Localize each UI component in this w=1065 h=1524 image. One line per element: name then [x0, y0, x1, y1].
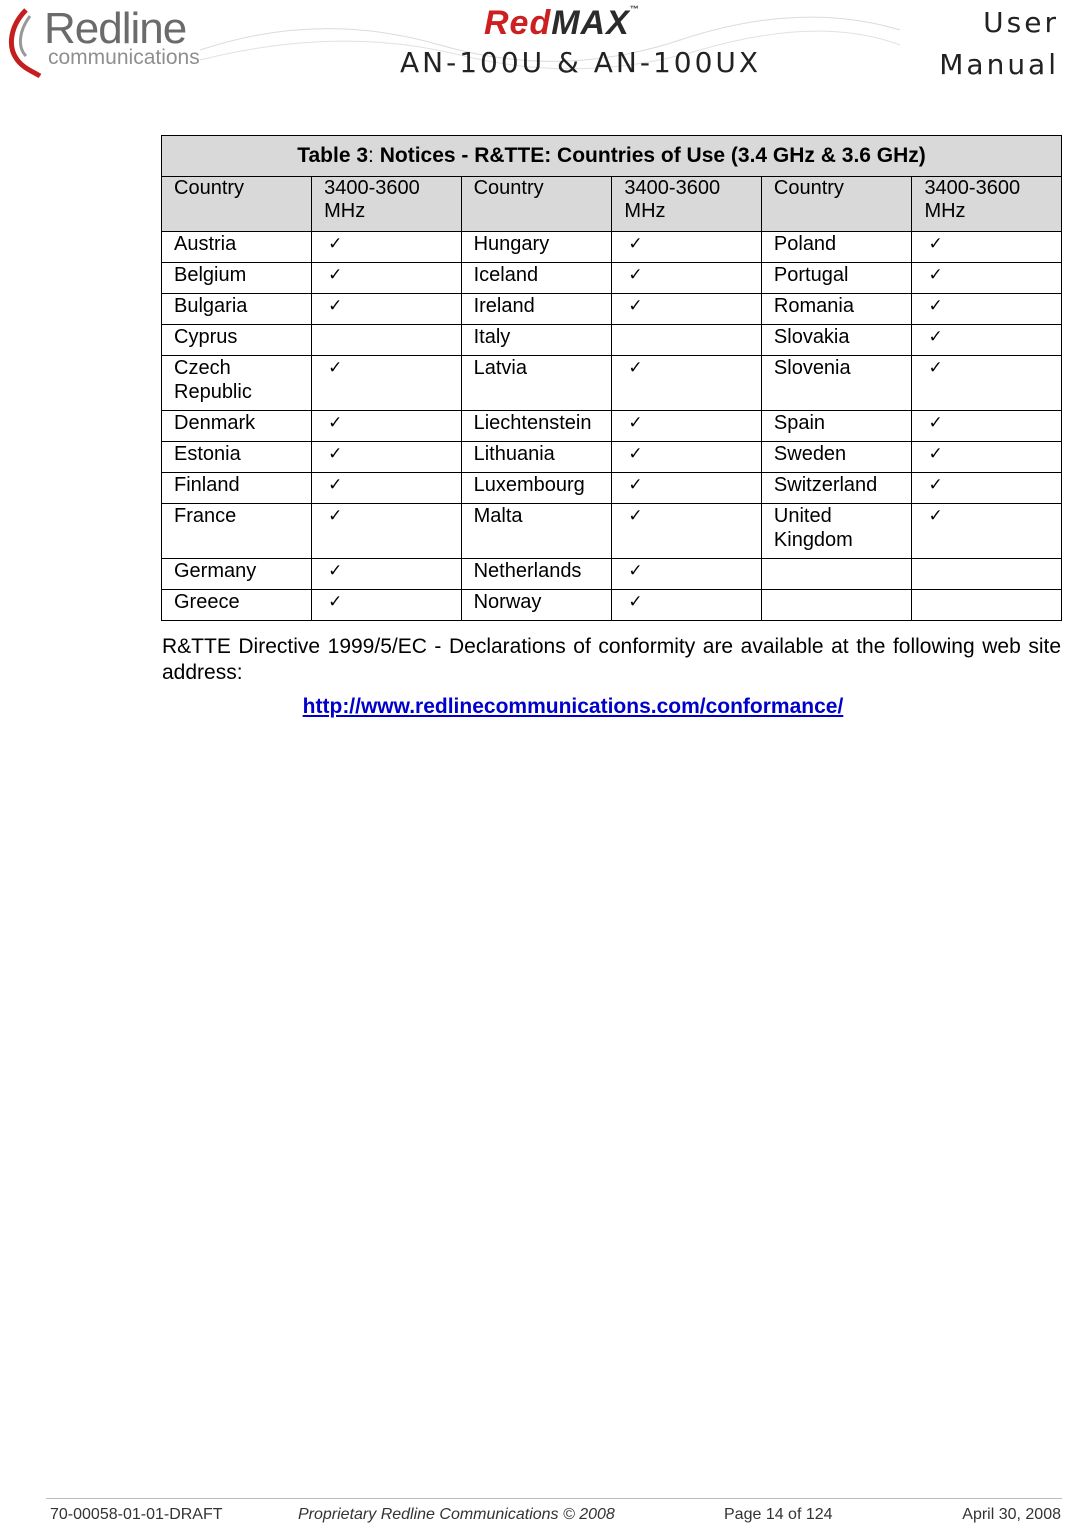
table-header-row [162, 177, 1062, 232]
country-cell: Romania [761, 294, 912, 325]
table-caption-label: Table 3 [297, 144, 369, 167]
country-cell: Estonia [162, 442, 312, 473]
conformity-paragraph: R&TTE Directive 1999/5/EC - Declarations of conformity are available at the following web site address: [162, 635, 1061, 684]
country-cell: Sweden [761, 442, 912, 473]
check-cell [912, 590, 1062, 621]
country-cell: France [162, 504, 312, 559]
column-header: Country [461, 177, 612, 232]
table-caption-row [162, 136, 1062, 177]
country-cell: Hungary [461, 232, 612, 263]
check-icon: ✓ [312, 263, 461, 294]
check-icon: ✓ [312, 442, 461, 473]
manual-line-2: Manual [939, 48, 1059, 81]
column-header: 3400-3600 MHz [312, 177, 461, 232]
country-cell: Germany [162, 559, 312, 590]
check-icon: ✓ [312, 356, 461, 411]
check-icon: ✓ [612, 442, 761, 473]
manual-line-1: User [983, 6, 1059, 39]
footer-page-number: Page 14 of 124 [724, 1506, 833, 1523]
country-cell: Lithuania [461, 442, 612, 473]
table-row [162, 473, 1062, 504]
check-icon: ✓ [312, 504, 461, 559]
footer-doc-id: 70-00058-01-01-DRAFT [50, 1506, 223, 1523]
footer-divider [46, 1498, 1062, 1499]
table-row [162, 559, 1062, 590]
column-header: Country [162, 177, 312, 232]
check-icon: ✓ [612, 294, 761, 325]
table-caption-title: Notices - R&TTE: Countries of Use (3.4 GHz & 3.6 GHz) [373, 144, 926, 167]
check-icon: ✓ [312, 294, 461, 325]
table-row [162, 356, 1062, 411]
country-cell [761, 559, 912, 590]
check-cell [912, 559, 1062, 590]
countries-of-use-table [161, 135, 1062, 621]
check-icon: ✓ [312, 590, 461, 621]
footer-proprietary: Proprietary Redline Communications © 2008 [298, 1506, 615, 1523]
check-icon: ✓ [912, 473, 1062, 504]
check-icon: ✓ [612, 263, 761, 294]
country-cell: Latvia [461, 356, 612, 411]
check-icon: ✓ [912, 356, 1062, 411]
country-cell: Malta [461, 504, 612, 559]
country-cell: Slovakia [761, 325, 912, 356]
country-cell: Slovenia [761, 356, 912, 411]
check-icon: ✓ [912, 442, 1062, 473]
check-icon: ✓ [612, 504, 761, 559]
page-header [0, 0, 1065, 95]
redline-logo [4, 4, 214, 76]
manual-title [939, 2, 1059, 86]
check-icon: ✓ [312, 559, 461, 590]
country-cell: Luxembourg [461, 473, 612, 504]
model-title: AN-100U & AN-100UX [400, 46, 762, 79]
country-cell: Spain [761, 411, 912, 442]
country-cell: Greece [162, 590, 312, 621]
country-cell: United Kingdom [761, 504, 912, 559]
brand-trademark: ™ [629, 4, 640, 14]
country-cell [761, 590, 912, 621]
country-cell: Denmark [162, 411, 312, 442]
footer-date: April 30, 2008 [962, 1506, 1061, 1523]
country-cell: Netherlands [461, 559, 612, 590]
check-icon: ✓ [612, 356, 761, 411]
check-icon: ✓ [312, 232, 461, 263]
country-cell: Liechtenstein [461, 411, 612, 442]
check-cell [312, 325, 461, 356]
logo-subtitle: communications [48, 46, 200, 69]
country-cell: Finland [162, 473, 312, 504]
check-icon: ✓ [312, 411, 461, 442]
check-icon: ✓ [612, 411, 761, 442]
country-cell: Italy [461, 325, 612, 356]
country-cell: Switzerland [761, 473, 912, 504]
country-cell: Bulgaria [162, 294, 312, 325]
logo-name: Redline [44, 4, 187, 53]
check-icon: ✓ [912, 294, 1062, 325]
table-row [162, 325, 1062, 356]
column-header: Country [761, 177, 912, 232]
table-row [162, 504, 1062, 559]
table-caption-separator: : [368, 144, 374, 167]
table-row [162, 411, 1062, 442]
country-cell: Czech Republic [162, 356, 312, 411]
check-icon: ✓ [612, 232, 761, 263]
table-row [162, 263, 1062, 294]
check-icon: ✓ [912, 504, 1062, 559]
country-cell: Belgium [162, 263, 312, 294]
brand-black: MAX [551, 4, 630, 42]
check-icon: ✓ [912, 232, 1062, 263]
check-icon: ✓ [912, 411, 1062, 442]
country-cell: Cyprus [162, 325, 312, 356]
country-cell: Ireland [461, 294, 612, 325]
country-cell: Austria [162, 232, 312, 263]
check-icon: ✓ [312, 473, 461, 504]
country-cell: Portugal [761, 263, 912, 294]
check-icon: ✓ [612, 590, 761, 621]
country-cell: Iceland [461, 263, 612, 294]
check-icon: ✓ [912, 325, 1062, 356]
check-icon: ✓ [912, 263, 1062, 294]
table-row [162, 294, 1062, 325]
check-cell [612, 325, 761, 356]
table-row [162, 590, 1062, 621]
check-icon: ✓ [612, 473, 761, 504]
redmax-brand [484, 4, 640, 43]
table-caption [162, 136, 1062, 177]
column-header: 3400-3600 MHz [612, 177, 761, 232]
redline-swoosh-icon [4, 6, 44, 78]
conformance-link[interactable]: http://www.redlinecommunications.com/conformance/ [302, 695, 844, 718]
country-cell: Norway [461, 590, 612, 621]
brand-red: Red [484, 4, 552, 42]
check-icon: ✓ [612, 559, 761, 590]
table-row [162, 232, 1062, 263]
column-header: 3400-3600 MHz [912, 177, 1062, 232]
country-cell: Poland [761, 232, 912, 263]
table-row [162, 442, 1062, 473]
